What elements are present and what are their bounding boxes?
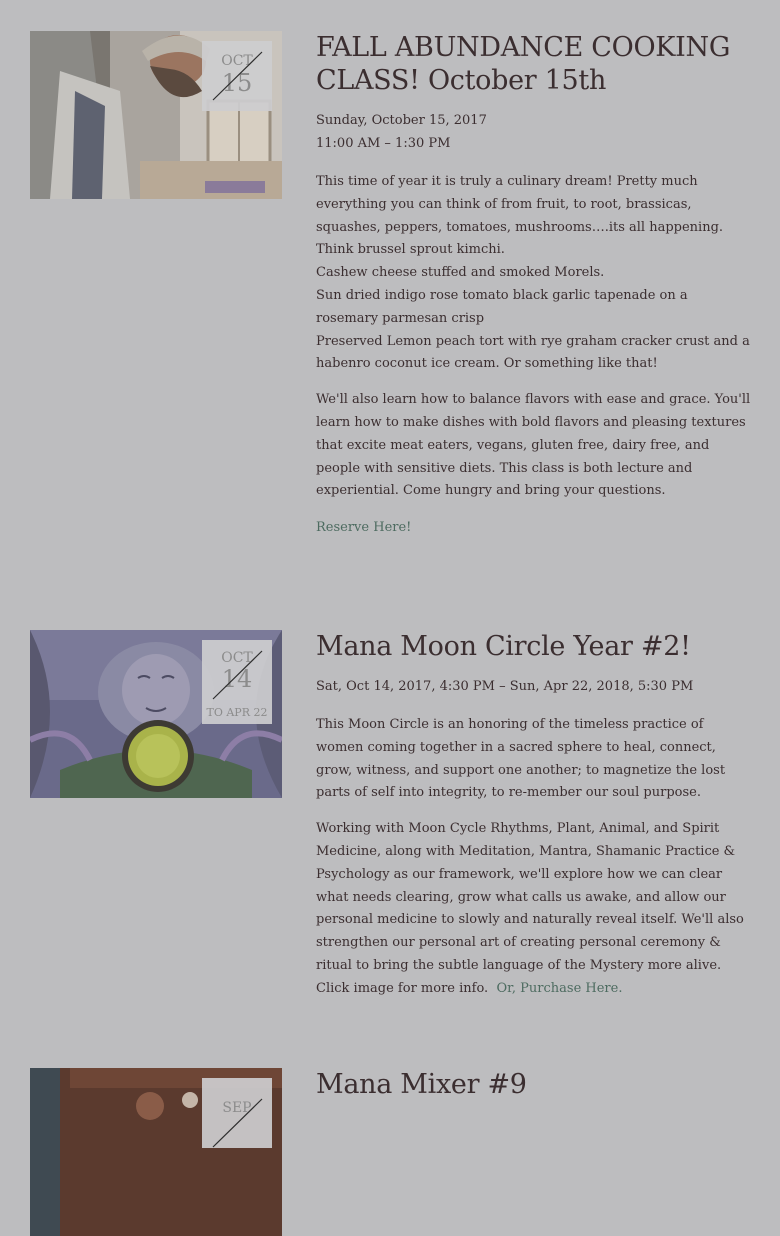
event-description: This Moon Circle is an honoring of the timeless practice of women coming together in a sacred sphere to heal, connect, grow, witness, and support one another; to magnetize the lost parts of self into integrity, to re-member our soul purpose. — [316, 717, 726, 801]
event-image-moon[interactable] — [30, 630, 282, 798]
event-title[interactable]: Mana Mixer #9 — [316, 1069, 527, 1100]
event-date-badge — [202, 1078, 272, 1148]
description-line: Think brussel sprout kimchi. — [316, 242, 505, 258]
event-month: OCT — [221, 53, 253, 69]
description-line: Preserved Lemon peach tort with rye graham cracker crust and a habenro coconut ice cream. Or something like that! — [316, 333, 750, 372]
purchase-link[interactable]: Or, Purchase Here. — [496, 980, 623, 996]
event-title[interactable]: FALL ABUNDANCE COOKING CLASS! October 15th — [316, 32, 731, 96]
date-slash-divider — [212, 51, 264, 101]
event-description-2 — [316, 818, 752, 1000]
event-description-2: We'll also learn how to balance flavors with ease and grace. You'll learn how to make dishes with bold flavors and pleasing textures that excite meat eaters, vegans, gluten free, dairy free, and people with sensitive diets. This class is both lecture and experiential. Come hungry and bring your questions. — [316, 392, 751, 499]
event-date-badge — [202, 640, 272, 724]
description-line: Cashew cheese stuffed and smoked Morels. — [316, 265, 605, 281]
event-content — [316, 1068, 752, 1101]
description-line: Sun dried indigo rose tomato black garlic tapenade on a rosemary parmesan crisp — [316, 287, 688, 326]
event-date-line: Sunday, October 15, 2017 — [316, 113, 487, 128]
event-description — [316, 171, 752, 376]
date-slash-divider — [212, 1098, 264, 1148]
event-date-line: Sat, Oct 14, 2017, 4:30 PM – Sun, Apr 22, 2018, 5:30 PM — [316, 679, 694, 694]
event-content — [316, 31, 752, 535]
event-image-chef[interactable] — [30, 31, 282, 199]
event-title[interactable]: Mana Moon Circle Year #2! — [316, 631, 691, 662]
event-month: OCT — [221, 650, 253, 666]
event-content — [316, 630, 752, 1001]
event-image-mixer[interactable] — [30, 1068, 282, 1236]
description-text: Working with Moon Cycle Rhythms, Plant, Animal, and Spirit Medicine, along with Meditation, Mantra, Shamanic Practice & Psychology as our framework, we'll explore how we can clear what needs clearing, grow what calls us awake, and allow our personal medicine to slowly and naturally reveal itself. We'll also strengthen our personal art of creating personal ceremony & ritual to bring the subtle language of the Mystery more alive. Click image for more info. — [316, 821, 744, 996]
reserve-link[interactable]: Reserve Here! — [316, 520, 412, 536]
event-time-line: 11:00 AM – 1:30 PM — [316, 136, 451, 151]
date-slash-divider — [212, 650, 264, 700]
event-date-badge — [202, 41, 272, 111]
event-end-date: TO APR 22 — [206, 706, 268, 719]
event-month: SEP — [222, 1100, 252, 1116]
description-line: This time of year it is truly a culinary dream! Pretty much everything you can think of from fruit, to root, brassicas, squashes, peppers, tomatoes, mushrooms….its all happening. — [316, 174, 724, 235]
event-day: 14 — [221, 665, 253, 693]
event-day: 15 — [221, 69, 253, 97]
